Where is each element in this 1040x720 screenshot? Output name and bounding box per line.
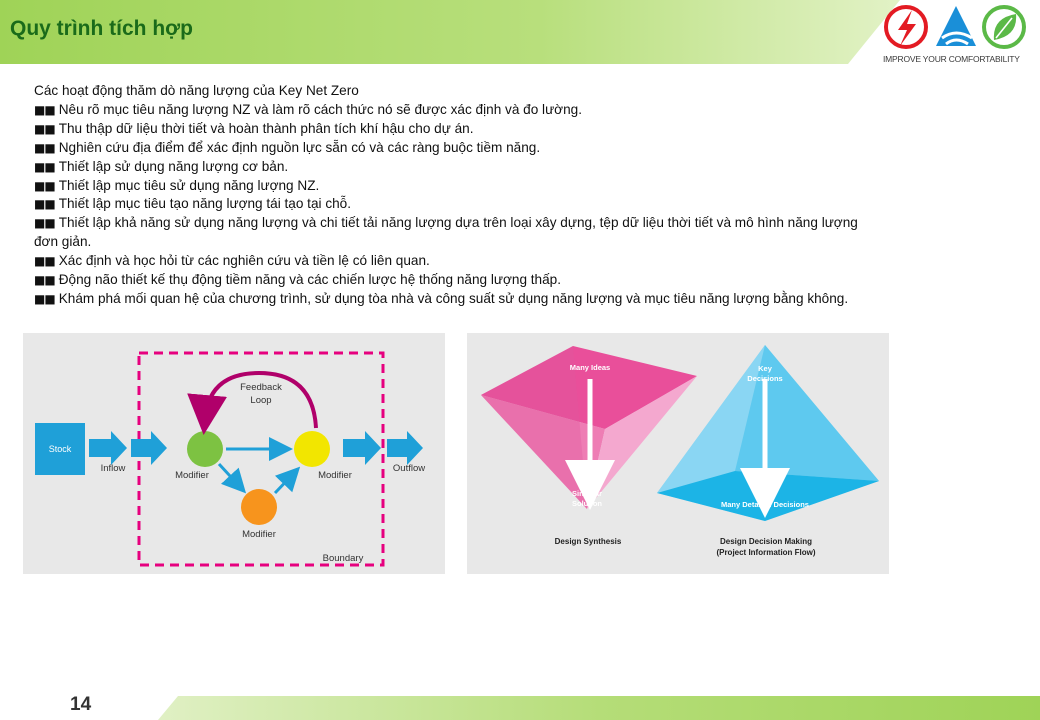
- feedback-label-2: Loop: [250, 395, 272, 406]
- bullet-marker-icon: ■■: [34, 178, 55, 193]
- outflow-arrow-1: [343, 431, 381, 465]
- detailed-decisions-label: Many Detailed Decisions: [721, 500, 809, 509]
- bullet-marker-icon: ■■: [34, 121, 55, 136]
- decision-making-caption-2: (Project Information Flow): [716, 548, 816, 557]
- bullet-marker-icon: ■■: [34, 140, 55, 155]
- singular-solution-label-2: Solution: [572, 499, 602, 508]
- bullet-list: [34, 101, 864, 309]
- feedback-label: Feedback: [240, 382, 282, 393]
- bullet-marker-icon: ■■: [34, 273, 55, 288]
- inflow-arrow-2: [131, 431, 167, 465]
- bullet-text: Xác định và học hỏi từ các nghiên cứu và tiền lệ có liên quan.: [58, 253, 430, 269]
- bullet-text: Động não thiết kế thụ động tiềm năng và các chiến lược hệ thống năng lượng thấp.: [58, 272, 562, 288]
- modifier-bottom-label: Modifier: [242, 529, 276, 540]
- bullet-marker-icon: ■■: [34, 254, 55, 269]
- bullet-item: [34, 120, 864, 139]
- pyramid-diagram: [467, 333, 889, 574]
- bullet-text: Khám phá mối quan hệ của chương trình, sử dụng tòa nhà và công suất sử dụng năng lượng và mục tiêu năng lượng bằng không.: [58, 290, 849, 306]
- bullet-item: [34, 158, 864, 177]
- bullet-text: Thiết lập khả năng sử dụng năng lượng và chi tiết tải năng lượng dựa trên loại xây dựng, tệp dữ liệu thời tiết và mô hình năng lượng đơn giản.: [34, 215, 858, 250]
- bullet-item: [34, 195, 864, 214]
- bullet-item: [34, 101, 864, 120]
- bullet-text: Thu thập dữ liệu thời tiết và hoàn thành phân tích khí hậu cho dự án.: [58, 120, 474, 136]
- inflow-label: Inflow: [100, 463, 126, 474]
- modifier-bottom-node: [241, 489, 277, 525]
- singular-solution-label: Singular: [571, 489, 603, 498]
- bullet-marker-icon: ■■: [34, 216, 55, 231]
- bullet-item: [34, 177, 864, 196]
- modifier-left-node: [187, 431, 223, 467]
- bullet-marker-icon: ■■: [34, 102, 55, 117]
- logo-tagline: IMPROVE YOUR COMFORTABILITY: [883, 54, 1020, 64]
- design-synthesis-caption: Design Synthesis: [554, 537, 622, 546]
- key-decisions-label-2: Decisions: [747, 374, 783, 383]
- bullet-text: Thiết lập mục tiêu tạo năng lượng tái tạo tại chỗ.: [58, 196, 352, 212]
- page-number: 14: [70, 694, 92, 715]
- decision-making-caption: Design Decision Making: [719, 537, 813, 546]
- bullet-text: Nêu rõ mục tiêu năng lượng NZ và làm rõ cách thức nó sẽ được xác định và đo lường.: [58, 101, 582, 117]
- outflow-arrow-2: [387, 431, 423, 465]
- bullet-text: Thiết lập mục tiêu sử dụng năng lượng NZ.: [58, 177, 320, 193]
- bullet-marker-icon: ■■: [34, 197, 55, 212]
- boundary-label: Boundary: [322, 553, 364, 564]
- modifier-right-label: Modifier: [318, 470, 352, 481]
- footer-band: [0, 696, 1040, 720]
- key-decisions-label: Key: [758, 364, 772, 373]
- bullet-item: [34, 271, 864, 290]
- bullet-marker-icon: ■■: [34, 291, 55, 306]
- bullet-text: Thiết lập sử dụng năng lượng cơ bản.: [58, 158, 289, 174]
- bullet-marker-icon: ■■: [34, 159, 55, 174]
- body-text: [34, 82, 864, 309]
- bullet-item: [34, 139, 864, 158]
- stock-flow-diagram: [23, 333, 445, 574]
- many-ideas-label: Many Ideas: [569, 363, 611, 372]
- outflow-label: Outflow: [392, 463, 426, 474]
- modifier-left-label: Modifier: [175, 470, 209, 481]
- bullet-text: Nghiên cứu địa điểm để xác định nguồn lực sẵn có và các ràng buộc tiềm năng.: [58, 139, 541, 155]
- bullet-item: [34, 252, 864, 271]
- bullet-item: [34, 290, 864, 309]
- bullet-item: [34, 214, 864, 252]
- inflow-arrow-1: [89, 431, 127, 465]
- modifier-right-node: [294, 431, 330, 467]
- page-title: Quy trình tích hợp: [10, 17, 193, 40]
- intro-text: Các hoạt động thăm dò năng lượng của Key Net Zero: [34, 83, 359, 98]
- stock-label: Stock: [48, 444, 72, 454]
